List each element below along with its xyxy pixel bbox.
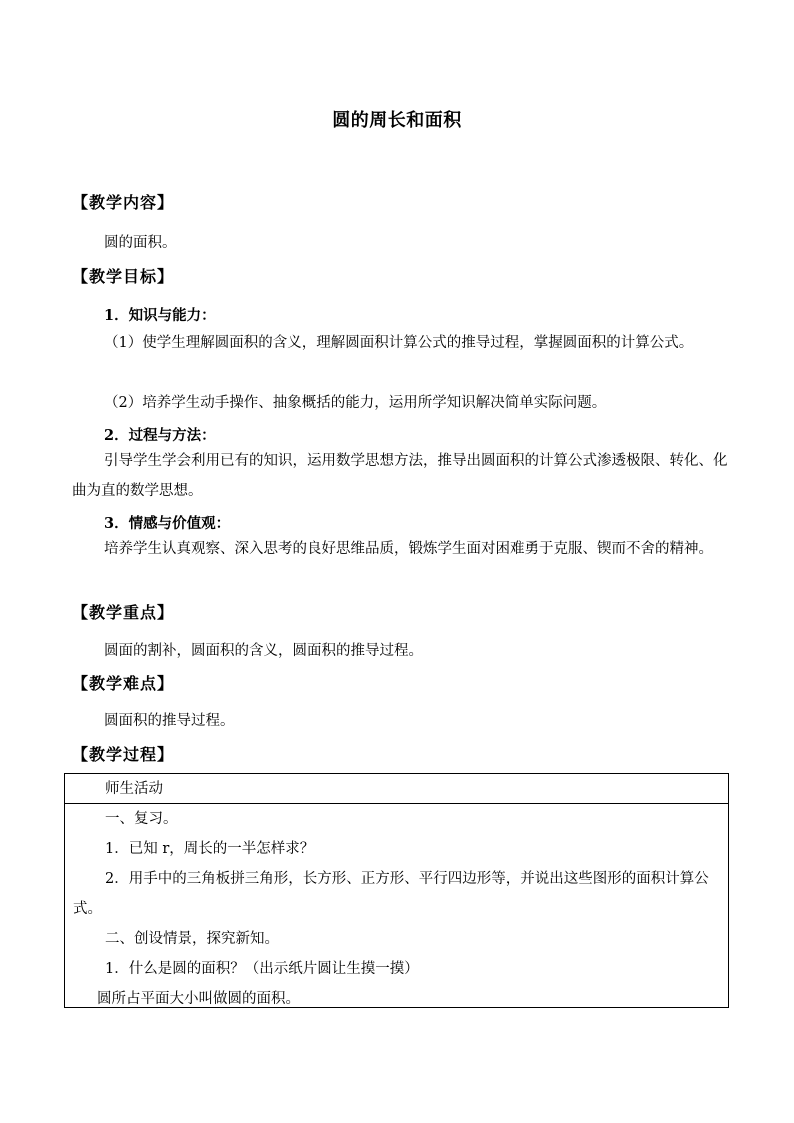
process-table-header: 师生活动: [65, 774, 728, 804]
process-line: 圆所占平面大小叫做圆的面积。: [97, 991, 300, 1007]
heading-teaching-content: 【教学内容】: [72, 193, 175, 212]
goal1-title: 1．知识与能力：: [104, 307, 216, 324]
goal3-title: 3．情感与价值观：: [104, 515, 231, 532]
teaching-content-text: 圆的面积。: [104, 235, 177, 251]
key-points-text: 圆面的割补，圆面积的含义，圆面积的推导过程。: [104, 643, 423, 659]
process-line: 1．什么是圆的面积？（出示纸片圆让生摸一摸）: [105, 961, 419, 977]
process-line: 一、复习。: [105, 811, 178, 827]
process-table: [64, 773, 729, 1008]
goal3-paragraph: 培养学生认真观察、深入思考的良好思维品质，锻炼学生面对困难勇于克服、锲而不舍的精神。: [104, 541, 713, 557]
heading-key-points: 【教学重点】: [72, 603, 175, 622]
document-title: 圆的周长和面积: [332, 110, 462, 131]
heading-teaching-process: 【教学过程】: [72, 745, 175, 764]
process-line: 1．已知 r，周长的一半怎样求？: [105, 841, 315, 857]
process-line: 2．用手中的三角板拼三角形，长方形、正方形、平行四边形等，并说出这些图形的面积计算公式。: [73, 871, 709, 917]
heading-teaching-goals: 【教学目标】: [72, 267, 175, 286]
heading-difficult-points: 【教学难点】: [72, 674, 175, 693]
process-table-body: [65, 804, 728, 1014]
goal2-title: 2．过程与方法：: [104, 427, 216, 444]
process-line: 二、创设情景，探究新知。: [105, 931, 279, 947]
difficult-points-text: 圆面积的推导过程。: [104, 713, 235, 729]
goal1-paragraph-1: （1）使学生理解圆面积的含义，理解圆面积计算公式的推导过程，掌握圆面积的计算公式。: [104, 335, 694, 351]
goal1-paragraph-2: （2）培养学生动手操作、抽象概括的能力，运用所学知识解决简单实际问题。: [104, 395, 607, 411]
goal2-paragraph: 引导学生学会利用已有的知识，运用数学思想方法，推导出圆面积的计算公式渗透极限、转化、化曲为直的数学思想。: [72, 453, 728, 499]
